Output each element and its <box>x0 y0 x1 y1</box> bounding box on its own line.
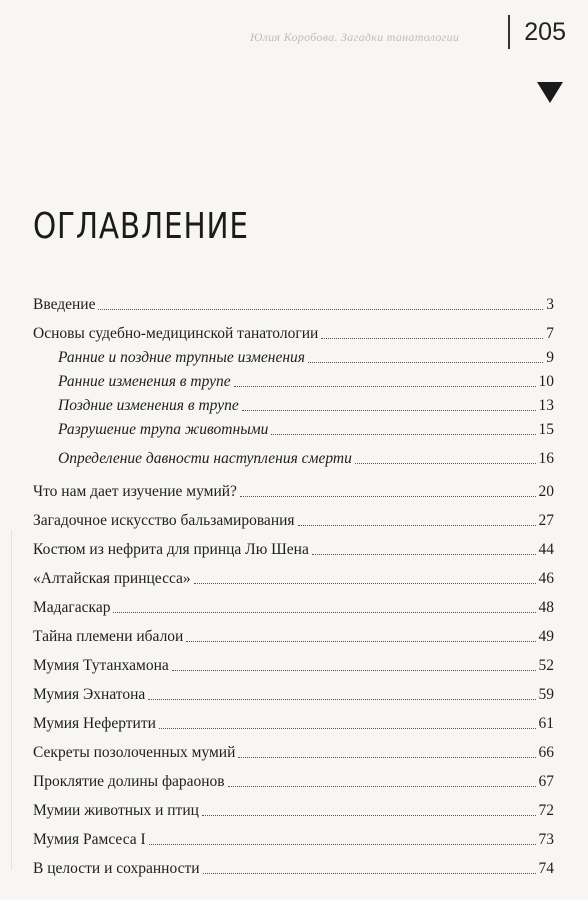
toc-item-label: Костюм из нефрита для принца Лю Шена <box>33 541 309 558</box>
toc-item[interactable] <box>33 501 554 530</box>
toc-leader-dots <box>186 641 535 642</box>
toc-item-page: 13 <box>538 397 554 414</box>
toc-item-page: 66 <box>538 744 554 761</box>
toc-leader-dots <box>240 496 536 497</box>
toc-subitem[interactable] <box>33 391 554 415</box>
toc-item-label: Мадагаскар <box>33 599 111 616</box>
toc-item-page: 72 <box>538 802 554 819</box>
toc-item[interactable] <box>33 285 554 314</box>
toc-item-label: «Алтайская принцесса» <box>33 570 191 587</box>
toc-leader-dots <box>202 815 536 816</box>
toc-subitem[interactable] <box>33 415 554 439</box>
toc-item-label: Что нам дает изучение мумий? <box>33 483 237 500</box>
toc-leader-dots <box>149 844 536 845</box>
toc-item-page: 27 <box>538 512 554 529</box>
toc-leader-dots <box>355 463 536 464</box>
toc-item-page: 44 <box>538 541 554 558</box>
toc-item[interactable] <box>33 530 554 559</box>
toc-item-page: 46 <box>538 570 554 587</box>
toc-item-page: 74 <box>538 860 554 877</box>
toc-item-label: Мумия Рамсеса I <box>33 831 146 848</box>
toc-item-label: Секреты позолоченных мумий <box>33 744 236 761</box>
toc-item[interactable] <box>33 559 554 588</box>
toc-item-label: Основы судебно-медицинской танатологии <box>33 325 319 342</box>
toc-item-page: 48 <box>538 599 554 616</box>
toc-leader-dots <box>203 873 536 874</box>
running-head: Юлия Коробова. Загадки танатологии <box>250 30 460 44</box>
toc-item-page: 59 <box>538 686 554 703</box>
toc-item-label: Поздние изменения в трупе <box>58 397 239 414</box>
toc-leader-dots <box>242 410 536 411</box>
toc-item-page: 61 <box>538 715 554 732</box>
toc-leader-dots <box>321 338 543 339</box>
toc-item-label: Определение давности наступления смерти <box>58 450 352 467</box>
toc-item-page: 16 <box>538 450 554 467</box>
toc-leader-dots <box>113 612 535 613</box>
toc-leader-dots <box>159 728 536 729</box>
toc-item-label: Разрушение трупа животными <box>58 421 269 438</box>
toc-item-page: 15 <box>538 421 554 438</box>
toc-item-page: 10 <box>538 373 554 390</box>
toc-item[interactable] <box>33 617 554 646</box>
toc-leader-dots <box>98 309 543 310</box>
table-of-contents <box>33 285 554 878</box>
toc-subitem[interactable] <box>33 439 554 468</box>
toc-leader-dots <box>194 583 536 584</box>
toc-item-page: 9 <box>546 349 554 366</box>
toc-leader-dots <box>234 386 536 387</box>
toc-item-label: Мумии животных и птиц <box>33 802 199 819</box>
toc-item[interactable] <box>33 762 554 791</box>
toc-item[interactable] <box>33 314 554 343</box>
toc-item[interactable] <box>33 675 554 704</box>
toc-item-page: 52 <box>538 657 554 674</box>
toc-item[interactable] <box>33 820 554 849</box>
toc-item-page: 3 <box>546 296 554 313</box>
toc-item[interactable] <box>33 588 554 617</box>
header-rule <box>508 15 510 49</box>
toc-leader-dots <box>228 786 536 787</box>
toc-item-label: Тайна племени ибалои <box>33 628 184 645</box>
toc-item-label: Загадочное искусство бальзамирования <box>33 512 295 529</box>
toc-item-label: Введение <box>33 296 96 313</box>
toc-item-page: 7 <box>546 325 554 342</box>
toc-leader-dots <box>308 362 543 363</box>
toc-item[interactable] <box>33 472 554 501</box>
page-header <box>508 12 566 52</box>
toc-item-label: В целости и сохранности <box>33 860 200 877</box>
toc-item-label: Проклятие долины фараонов <box>33 773 225 790</box>
toc-item-label: Ранние и поздние трупные изменения <box>58 349 306 366</box>
toc-item[interactable] <box>33 733 554 762</box>
toc-leader-dots <box>312 554 536 555</box>
toc-item[interactable] <box>33 646 554 675</box>
toc-item-label: Ранние изменения в трупе <box>58 373 231 390</box>
toc-leader-dots <box>271 434 535 435</box>
toc-leader-dots <box>238 757 535 758</box>
toc-item-label: Мумия Нефертити <box>33 715 156 732</box>
toc-leader-dots <box>148 699 535 700</box>
toc-subitem[interactable] <box>33 343 554 367</box>
toc-item[interactable] <box>33 791 554 820</box>
triangle-marker-icon <box>537 82 563 103</box>
toc-leader-dots <box>298 525 536 526</box>
toc-subitem[interactable] <box>33 367 554 391</box>
toc-item-page: 67 <box>538 773 554 790</box>
toc-item-page: 20 <box>538 483 554 500</box>
toc-item-page: 73 <box>538 831 554 848</box>
toc-item-page: 49 <box>538 628 554 645</box>
toc-item[interactable] <box>33 849 554 878</box>
margin-line <box>11 530 12 870</box>
toc-item-label: Мумия Эхнатона <box>33 686 146 703</box>
toc-title: ОГЛАВЛЕНИЕ <box>33 206 249 247</box>
toc-leader-dots <box>172 670 536 671</box>
toc-item[interactable] <box>33 704 554 733</box>
toc-item-label: Мумия Тутанхамона <box>33 657 169 674</box>
page-number: 205 <box>524 17 566 46</box>
